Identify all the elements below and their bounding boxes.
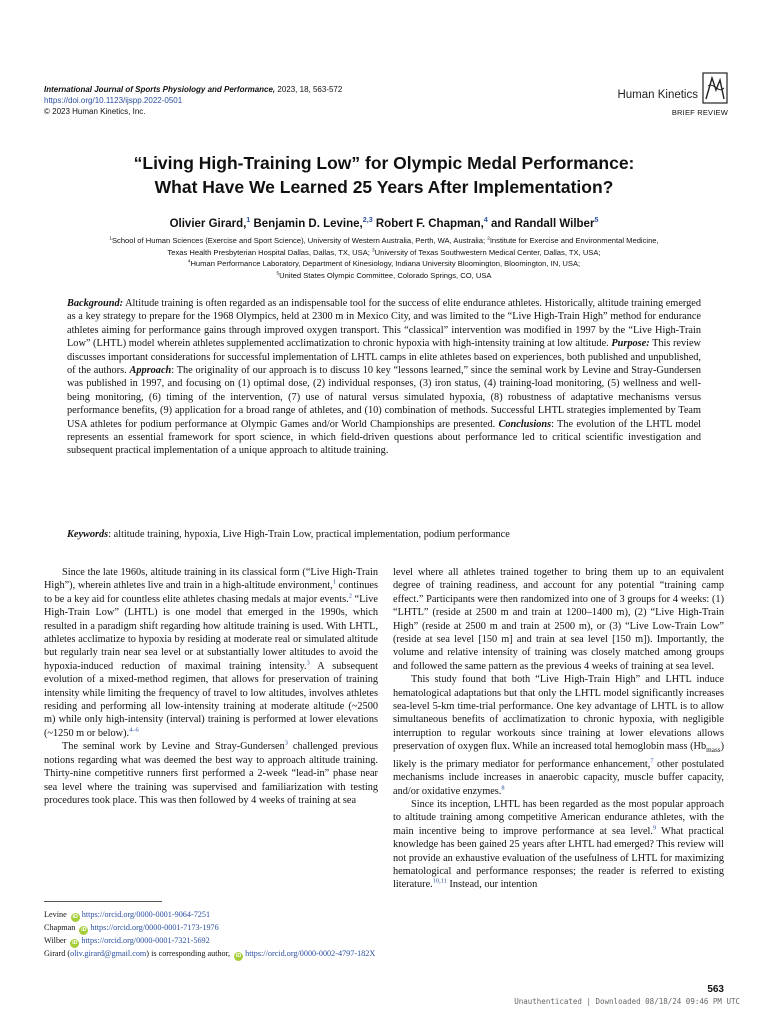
orcid-icon: iD [72, 940, 78, 946]
text-run: “Live High-Train Low” (LHTL) is one model that emerged in the 1990s, which resulted in a paradigm shift regarding how altitude training is used. With LHTL, athletes acclimatize to hypoxia by residing at moderate real or simulated altitude but regularly train near sea level or at substantially lower altitudes to avoid the hypoxia-induced reduction of maximal training intensity. [44, 593, 378, 672]
page-number: 563 [707, 984, 724, 995]
article-title [40, 151, 728, 199]
footnote-author: Wilber [44, 936, 67, 945]
orcid-icon: iD [81, 927, 87, 933]
abstract-label-conclusions: Conclusions [498, 418, 552, 430]
citation-ref[interactable]: 2 [348, 592, 352, 600]
text-run: challenged previous notions regarding what was deemed the best way to approach altitude training. Thirty-nine competitive runners first performed a 2-week “lead-in” phase near sea level where the training was supervised and familiarization with testing procedures took place. This was then followed by 4 weeks of training at sea [44, 741, 378, 806]
author-sep: and [487, 218, 515, 230]
affil-num: 2 [487, 235, 490, 241]
text-run: Instead, our intention [446, 879, 538, 891]
author-affil-ref[interactable]: 5 [594, 216, 599, 225]
footnote-author: Levine [44, 910, 67, 919]
citation-ref[interactable]: 3 [284, 739, 288, 747]
paragraph [44, 566, 378, 740]
citation-ref[interactable]: 9 [652, 824, 657, 832]
footnote-text: Girard ( [44, 949, 71, 958]
paragraph [393, 798, 724, 892]
doi-link[interactable]: https://doi.org/10.1123/ijspp.2022-0501 [44, 96, 183, 105]
text-run: This study found that both “Live High-Train High” and LHTL induce hematological adaptations but that only the LHTL model significantly increases sea-level 5-km time-trial performance. One key advantage of LHTL is to allow simultaneous benefits of acclimatization to chronic hypoxia, with negligible interruption to regular workouts since training at lower elevations allows preservation of oxygen flux. While an increased total hemoglobin mass (Hb [393, 674, 724, 753]
affiliation: University of Texas Southwestern Medical Center, Dallas, TX, USA; [374, 247, 601, 257]
citation-ref[interactable]: 8 [501, 784, 505, 792]
abstract-background: Altitude training is often regarded as an indispensable tool for the success of elite endurance athletes. Historically, altitude training emerged as a key strategy to prepare for the 1968 Olympics, held at 2300 m in Mexico City, and was limited to the “Live High-Train High” method for endurance athletes aiming for performance gains through improved oxygen transport. This “classical” intervention was modified in 1997 by the “Live High-Train Low” (LHTL) model wherein athletes supplemented acclimatization to chronic hypoxia with high-intensity training at low altitude. [67, 298, 701, 350]
journal-name: International Journal of Sports Physiology and Performance, [44, 85, 276, 94]
hk-logo-icon [702, 72, 728, 104]
body-column-left [44, 566, 378, 807]
article-type: BRIEF REVIEW [671, 108, 728, 117]
abstract-conclusions: : The evolution of the LHTL model represents an essential framework for sport science, in which field-driven questions about performance led to critical scientific investigation and subsequent practical implementation of a unique approach to altitude training. [67, 418, 702, 457]
footnote-author: Chapman [44, 923, 76, 932]
author-list [40, 218, 728, 230]
citation-ref[interactable]: 3 [306, 659, 310, 667]
author-name: Olivier Girard, [169, 218, 247, 230]
footnotes [44, 909, 378, 961]
affiliation: School of Human Sciences (Exercise and Sport Science), University of Western Australia, Perth, WA, Australia; [111, 236, 488, 245]
affil-num: 1 [109, 235, 112, 241]
citation-ref[interactable]: 1 [332, 578, 336, 586]
text-run: Since the late 1960s, altitude training in its classical form (“Live High-Train High”), wherein athletes live and train in a high-altitude environment, [44, 567, 378, 592]
author-name: Benjamin D. Levine, [253, 218, 363, 230]
copyright: © 2023 Human Kinetics, Inc. [44, 107, 146, 116]
orcid-link[interactable]: https://orcid.org/0000-0001-9064-7251 [81, 910, 211, 919]
abstract-label-approach: Approach [129, 365, 172, 377]
title-line-2: What Have We Learned 25 Years After Implementation? [154, 177, 614, 197]
affiliation: Human Performance Laboratory, Department of Kinesiology, Indiana University Bloomington, Bloomington, IN, USA; [190, 259, 581, 268]
affiliation: Institute for Exercise and Environmental Medicine, [489, 236, 659, 245]
footnote-divider [44, 901, 162, 902]
affil-num: 4 [187, 258, 191, 264]
orcid-link[interactable]: https://orcid.org/0000-0002-4797-182X [245, 949, 376, 958]
keywords [67, 528, 701, 541]
citation-ref[interactable]: 7 [650, 757, 654, 765]
affil-num: 3 [371, 246, 375, 252]
abstract-purpose: This review discusses important considerations for successful implementation of LHTL camps in elite athletes based on experiences, both published and unpublished, of the authors. [67, 338, 701, 377]
author-affil-ref[interactable]: 4 [483, 216, 488, 225]
abstract-label-purpose: Purpose: [611, 338, 650, 350]
author-affil-ref[interactable]: 1 [246, 216, 251, 225]
journal-citation: 2023, 18, 563-572 [275, 85, 343, 94]
footnote-text: ) is corresponding author, [146, 949, 231, 958]
download-stamp: Unauthenticated | Downloaded 08/18/24 09:46 PM UTC [514, 997, 740, 1006]
affil-num: 5 [276, 269, 280, 275]
orcid-link[interactable]: https://orcid.org/0000-0001-7321-5692 [81, 936, 210, 945]
author-name: Robert F. Chapman, [375, 218, 484, 230]
affiliation: Texas Health Presbyterian Hospital Dallas, Dallas, TX, USA; [167, 247, 372, 257]
subscript: mass [706, 746, 721, 755]
affiliation: United States Olympic Committee, Colorado Springs, CO, USA [279, 270, 492, 280]
author-affil-ref[interactable]: 2,3 [362, 216, 373, 225]
citation-ref[interactable]: 4–6 [129, 726, 139, 734]
paragraph [393, 673, 724, 798]
keywords-label: Keywords [67, 529, 109, 540]
abstract-approach: : The originality of our approach is to discuss 10 key “lessons learned,” since the seminal work by Levine and Stray-Gundersen was published in 1997, and focusing on (1) optimal dose, (2) individual responses, (3) iron status, (4) training-load monitoring, (5) wellness and well-being monitoring, (6) timing of the intervention, (7) use of natural versus simulated hypoxia, (8) robustness of adaptative mechanisms versus performance benefits, (9) application for a broad range of athletes, and (10) combination of methods. Successful LHTL strategies implemented by Team USA athletes for podium performance at Olympic Games and/or World Championships are presented. [67, 365, 701, 430]
title-line-1: “Living High-Training Low” for Olympic Medal Performance: [133, 153, 635, 173]
text-run: A subsequent evolution of a mixed-method regimen, that allows for preservation of training intensity while limiting the frequency of travel to low altitudes, involves athletes residing and performing all low-intensity training at moderate altitude (~2500 m) while only high-intensity (interval) training is performed at lower elevations (~1250 m or below). [44, 660, 378, 739]
orcid-link[interactable]: https://orcid.org/0000-0001-7173-1976 [90, 923, 219, 932]
text-run: continues to be a key aid for countless elite athletes chasing medals at major events. [44, 580, 378, 605]
orcid-icon: iD [235, 953, 242, 959]
author-name: Randall Wilber [514, 218, 595, 230]
keywords-list: : altitude training, hypoxia, Live High-Train Low, practical implementation, podium performance [108, 529, 510, 540]
body-column-right [393, 566, 724, 892]
text-run: level where all athletes trained together to bring them up to an equivalent degree of training readiness, and account for any potential “training camp effect.” Participants were then randomized into one of 3 groups for 4 weeks: (1) “LHTL” (reside at 2500 m and train at 1200–1400 m), (2) “Live High-Train High” (reside at 2500 m and train at 2500 m), or (3) “Live Low-Train Low” (reside at sea level [150 m] and train at sea level [150 m]). Importantly, the volume and relative intensity of training was closely matched among groups and followed the same pattern as the previous 4 weeks of training at sea level. [393, 567, 724, 672]
affiliations [20, 235, 748, 281]
paragraph [44, 740, 378, 807]
text-run: What practical knowledge has been gained 25 years after LHTL had emerged? This review will not provide an exhaustive evaluation of the usefulness of LHTL for maximizing hematological and performance responses; the reader is referred to existing literature. [393, 825, 725, 891]
abstract-label-background: Background: [67, 298, 124, 309]
paragraph [393, 566, 724, 673]
email-link[interactable]: oliv.girard@gmail.com [70, 949, 147, 958]
abstract [67, 297, 701, 458]
text-run: other postulated mechanisms include increases in anaerobic capacity, muscle buffer capacity, and/or oxidative enzymes. [393, 758, 724, 797]
orcid-icon: iD [72, 914, 78, 920]
text-run: ) likely is the primary mediator for performance enhancement, [393, 741, 724, 770]
publisher-name: Human Kinetics [617, 89, 698, 101]
text-run: Since its inception, LHTL has been regarded as the most popular approach to altitude training among competitive American endurance athletes, with the main incentive being to improve performance at sea level. [393, 798, 724, 837]
text-run: The seminal work by Levine and Stray-Gundersen [62, 741, 285, 753]
citation-ref[interactable]: 10,11 [432, 877, 447, 885]
journal-header [44, 84, 544, 117]
